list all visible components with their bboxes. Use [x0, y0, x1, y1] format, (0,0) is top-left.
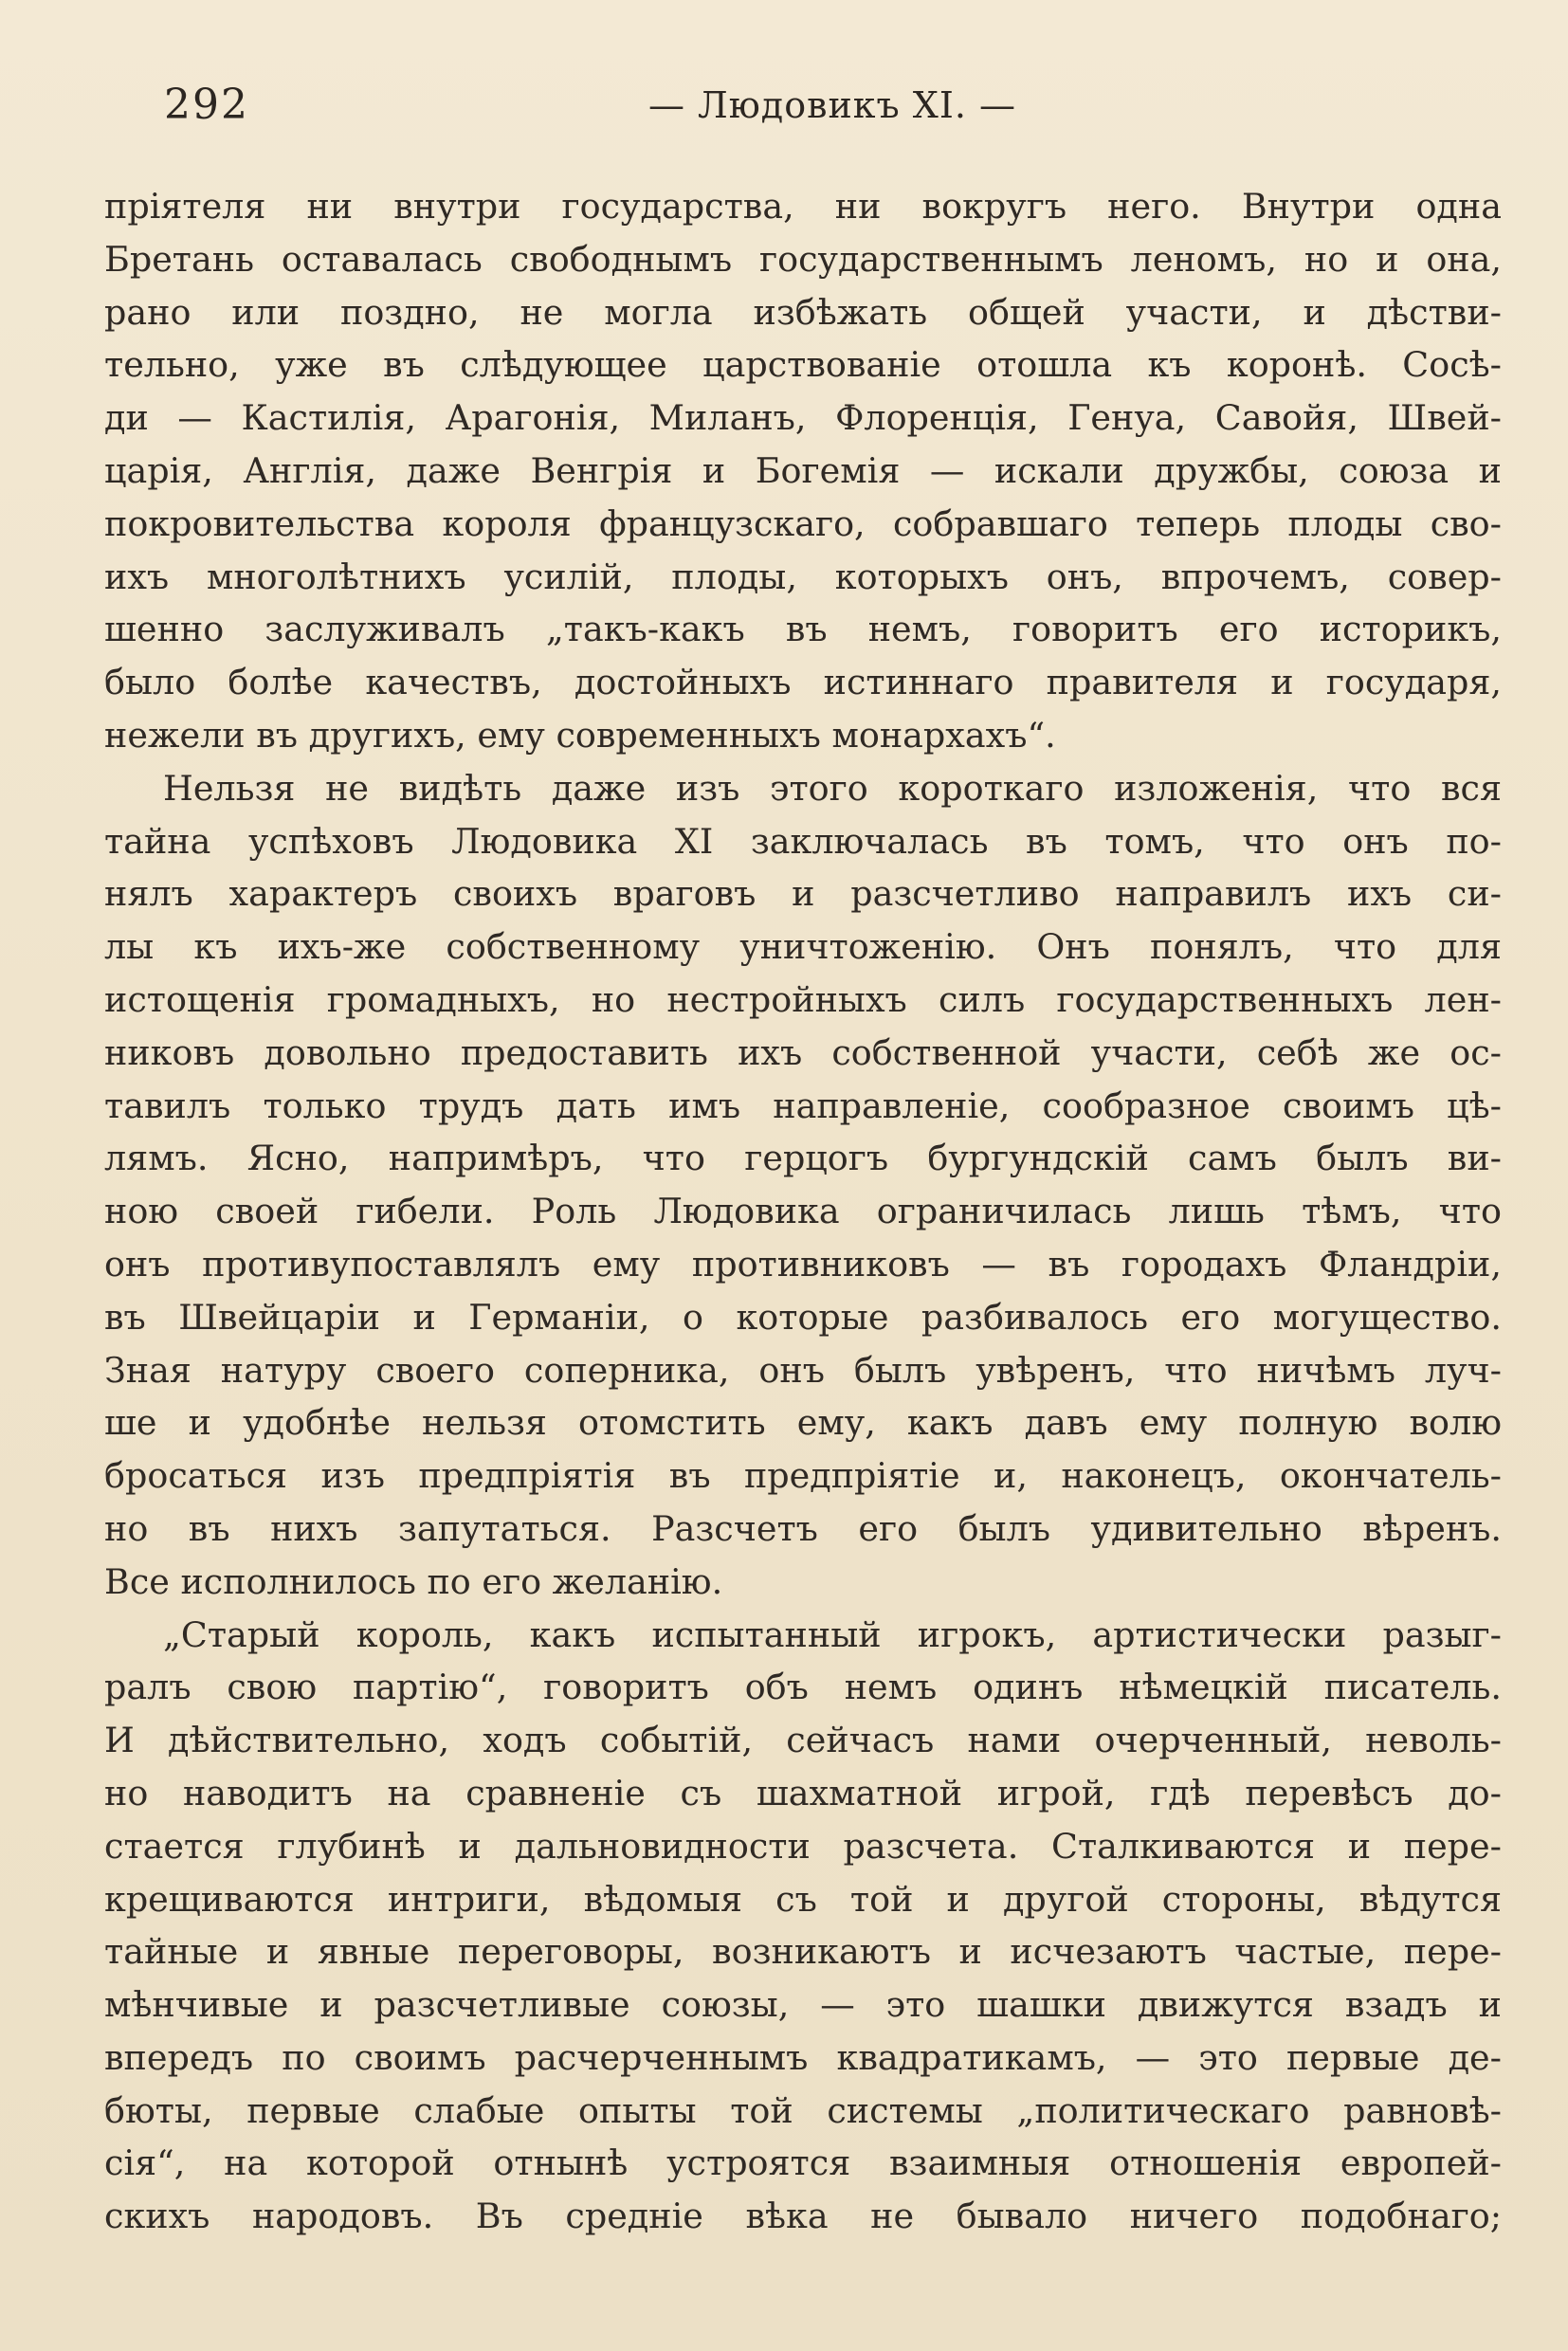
paragraph-first-line: Нельзя не видѣть даже изъ этого короткаго изложенія, что вся	[163, 767, 1502, 809]
text-line: тельно, уже въ слѣдующее царствованіе отошла къ коронѣ. Сосѣ-	[104, 344, 1502, 386]
text-line: нялъ характеръ своихъ враговъ и разсчетливо направилъ ихъ си-	[104, 873, 1502, 915]
text-line: ди — Кастилія, Арагонія, Миланъ, Флоренція, Генуа, Савойя, Швей-	[104, 397, 1502, 439]
text-line: но въ нихъ запутаться. Разсчетъ его былъ удивительно вѣренъ.	[104, 1507, 1502, 1549]
text-line: но наводитъ на сравненіе съ шахматной игрой, гдѣ перевѣсъ до-	[104, 1772, 1502, 1813]
text-line: Все исполнилось по его желанію.	[104, 1560, 723, 1602]
text-line: скихъ народовъ. Въ средніе вѣка не бывало ничего подобнаго;	[104, 2196, 1502, 2237]
body-text	[104, 180, 1502, 2243]
text-line: онъ противупоставлялъ ему противниковъ — въ городахъ Фландріи,	[104, 1243, 1502, 1285]
text-line: лямъ. Ясно, напримѣръ, что герцогъ бургундскій самъ былъ ви-	[104, 1138, 1502, 1179]
text-line: царія, Англія, даже Венгрія и Богемія — искали дружбы, союза и	[104, 449, 1502, 491]
text-line: И дѣйствительно, ходъ событій, сейчасъ нами очерченный, неволь-	[104, 1720, 1502, 1761]
text-line: пріятеля ни внутри государства, ни вокругъ него. Внутри одна	[104, 186, 1502, 227]
text-line: впередъ по своимъ расчерченнымъ квадратикамъ, — это первые де-	[104, 2036, 1502, 2078]
text-line: шенно заслуживалъ „такъ-какъ въ немъ, говоритъ его историкъ,	[104, 609, 1502, 650]
text-line: истощенія громадныхъ, но нестройныхъ силъ государственныхъ лен-	[104, 978, 1502, 1020]
page-header	[164, 81, 1501, 137]
text-line: ною своей гибели. Роль Людовика ограничилась лишь тѣмъ, что	[104, 1191, 1502, 1232]
text-line: ралъ свою партію“, говоритъ объ немъ одинъ нѣмецкій писатель.	[104, 1667, 1502, 1708]
text-line: бросаться изъ предпріятія въ предпріятіе и, наконецъ, окончатель-	[104, 1455, 1502, 1497]
text-line: крещиваются интриги, вѣдомыя съ той и другой стороны, вѣдутся	[104, 1878, 1502, 1920]
text-line: ше и удобнѣе нельзя отомстить ему, какъ давъ ему полную волю	[104, 1402, 1502, 1444]
text-line: тайна успѣховъ Людовика XI заключалась въ томъ, что онъ по-	[104, 820, 1502, 862]
text-line: ихъ многолѣтнихъ усилій, плоды, которыхъ онъ, впрочемъ, совер-	[104, 556, 1502, 597]
paragraph-first-line: „Старый король, какъ испытанный игрокъ, артистически разыг-	[163, 1613, 1502, 1655]
page-number: 292	[164, 81, 249, 129]
text-line: никовъ довольно предоставить ихъ собственной участи, себѣ же ос-	[104, 1031, 1502, 1073]
text-line: мѣнчивые и разсчетливые союзы, — это шашки движутся взадъ и	[104, 1984, 1502, 2026]
text-line: стается глубинѣ и дальновидности разсчета. Сталкиваются и пере-	[104, 1825, 1502, 1867]
text-line: бюты, первые слабые опыты той системы „политическаго равновѣ-	[104, 2089, 1502, 2131]
text-line: тайные и явные переговоры, возникаютъ и исчезаютъ частые, пере-	[104, 1931, 1502, 1973]
running-title: — Людовикъ XI. —	[647, 84, 1017, 126]
text-line: лы къ ихъ-же собственному уничтоженію. Онъ понялъ, что для	[104, 926, 1502, 968]
text-line: Зная натуру своего соперника, онъ былъ увѣренъ, что ничѣмъ луч-	[104, 1349, 1502, 1391]
text-line: въ Швейцаріи и Германіи, о которые разбивалось его могущество.	[104, 1296, 1502, 1338]
text-line: было болѣе качествъ, достойныхъ истиннаго правителя и государя,	[104, 662, 1502, 703]
text-line: покровительства короля французскаго, собравшаго теперь плоды сво-	[104, 502, 1502, 544]
text-line: Бретань оставалась свободнымъ государственнымъ леномъ, но и она,	[104, 238, 1502, 280]
text-line: нежели въ другихъ, ему современныхъ монархахъ“.	[104, 714, 1056, 756]
text-line: рано или поздно, не могла избѣжать общей участи, и дѣстви-	[104, 291, 1502, 333]
text-line: тавилъ только трудъ дать имъ направленіе, сообразное своимъ цѣ-	[104, 1084, 1502, 1126]
text-line: сія“, на которой отнынѣ устроятся взаимныя отношенія европей-	[104, 2142, 1502, 2184]
